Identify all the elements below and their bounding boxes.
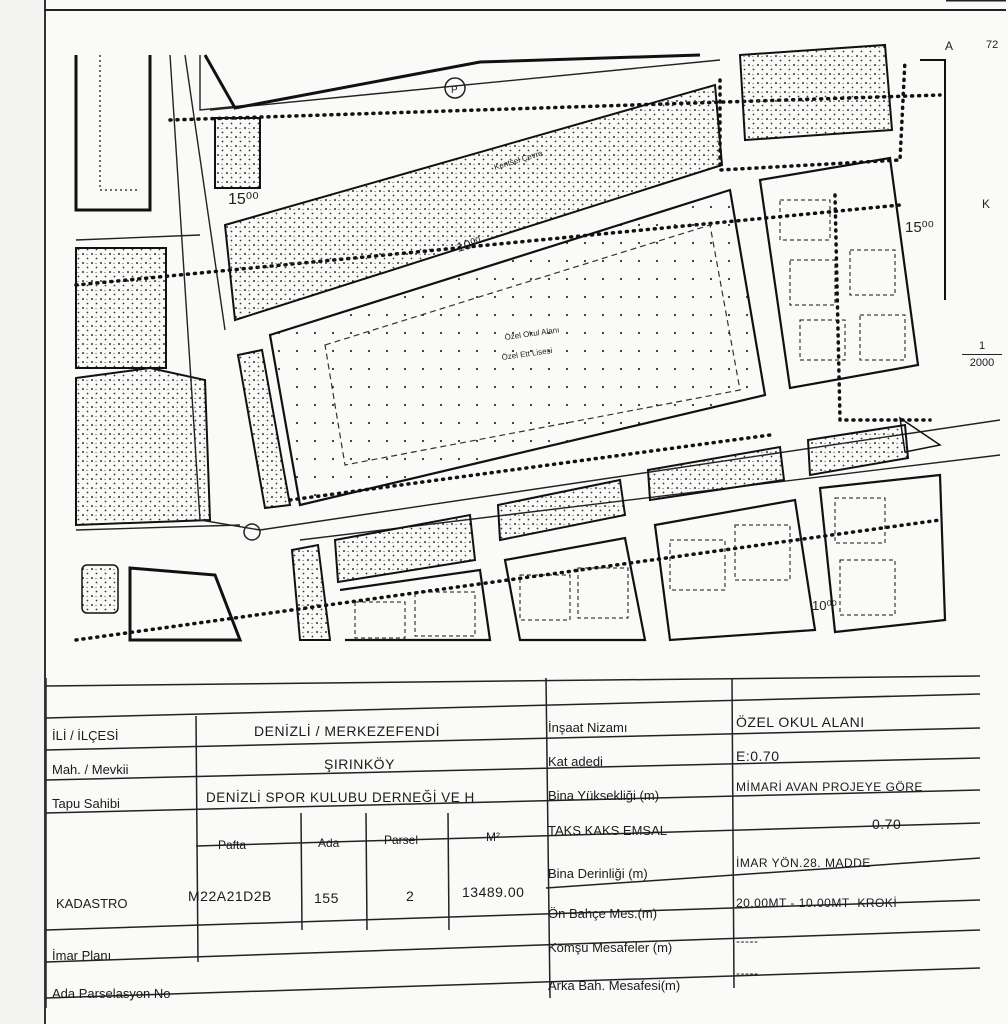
label-arka-bahce: Arka Bah. Mesafesi(m) (548, 978, 681, 993)
map-dim-15a: 15⁰⁰ (228, 191, 259, 208)
label-il-ilce: İLİ / İLÇESİ (52, 728, 119, 743)
value-parsel: 2 (406, 888, 415, 904)
value-on-bahce: 20.00MT - 10.00MT- KROKİ (736, 896, 898, 910)
sheet-ref: A (945, 39, 954, 53)
value-mah-mevkii: ŞIRINKÖY (324, 756, 395, 772)
map-school-area: Özel Okul Alanı (504, 325, 560, 342)
map-school-name: Özel Ett Lisesi (501, 345, 553, 362)
value-komsu-mesafeler: ----- (736, 934, 759, 948)
map-k-mark: K (982, 197, 991, 211)
value-bina-derinligi: İMAR YÖN.28. MADDE (736, 856, 871, 870)
value-kat-adedi: E:0.70 (736, 748, 780, 764)
parcel-info-table (46, 668, 980, 1024)
value-bina-yuksekligi: MİMARİ AVAN PROJEYE GÖRE (736, 780, 923, 794)
label-bina-yuksekligi: Bina Yüksekliği (m) (548, 788, 660, 803)
header-m2: M² (486, 830, 500, 844)
map-scale (958, 340, 1006, 369)
label-imar-plani: İmar Planı (52, 948, 112, 963)
corner-code: 72 (986, 39, 999, 51)
value-ada: 155 (314, 890, 339, 906)
header-parsel: Parsel (384, 833, 419, 847)
map-parking: P (451, 85, 458, 96)
scale-denominator: 2000 (969, 357, 995, 369)
value-kaks: 0.70 (872, 816, 902, 832)
label-bina-derinligi: Bina Derinliği (m) (548, 866, 648, 881)
value-taks: - (766, 820, 772, 836)
value-m2: 13489.00 (462, 884, 525, 900)
header-ada: Ada (318, 836, 340, 850)
label-on-bahce: Ön Bahçe Mes.(m) (548, 906, 658, 921)
label-tapu-sahibi: Tapu Sahibi (52, 796, 120, 811)
map-dim-15b: 15⁰⁰ (905, 219, 934, 236)
label-kat-adedi: Kat adedi (548, 754, 603, 769)
scale-numerator: 1 (978, 340, 986, 352)
scale-divider (962, 354, 1002, 355)
value-tapu-sahibi: DENİZLİ SPOR KULUBU DERNEĞİ VE H (206, 790, 475, 805)
value-pafta: M22A21D2B (188, 888, 272, 904)
label-ada-parselasyon: Ada Parselasyon No (52, 986, 171, 1001)
top-boundary (205, 55, 700, 108)
label-komsu-mesafeler: Komşu Mesafeler (m) (548, 940, 673, 955)
value-insaat-nizami: ÖZEL OKUL ALANI (736, 714, 865, 730)
label-taks-kaks: TAKS KAKS EMSAL (548, 823, 667, 838)
header-pafta: Pafta (218, 838, 247, 852)
value-arka-bahce: ----- (736, 966, 759, 980)
label-mah-mevkii: Mah. / Mevkii (52, 762, 129, 777)
map-road-label: Kentsel Çevre (492, 148, 544, 172)
map-dim-10: 10⁰⁰ (454, 233, 483, 255)
value-il-ilce: DENİZLİ / MERKEZEFENDİ (254, 723, 441, 739)
label-kadastro: KADASTRO (56, 896, 128, 911)
map-dim-10b: 10⁰⁰ (812, 598, 837, 613)
label-insaat-nizami: İnşaat Nizamı (548, 720, 628, 735)
